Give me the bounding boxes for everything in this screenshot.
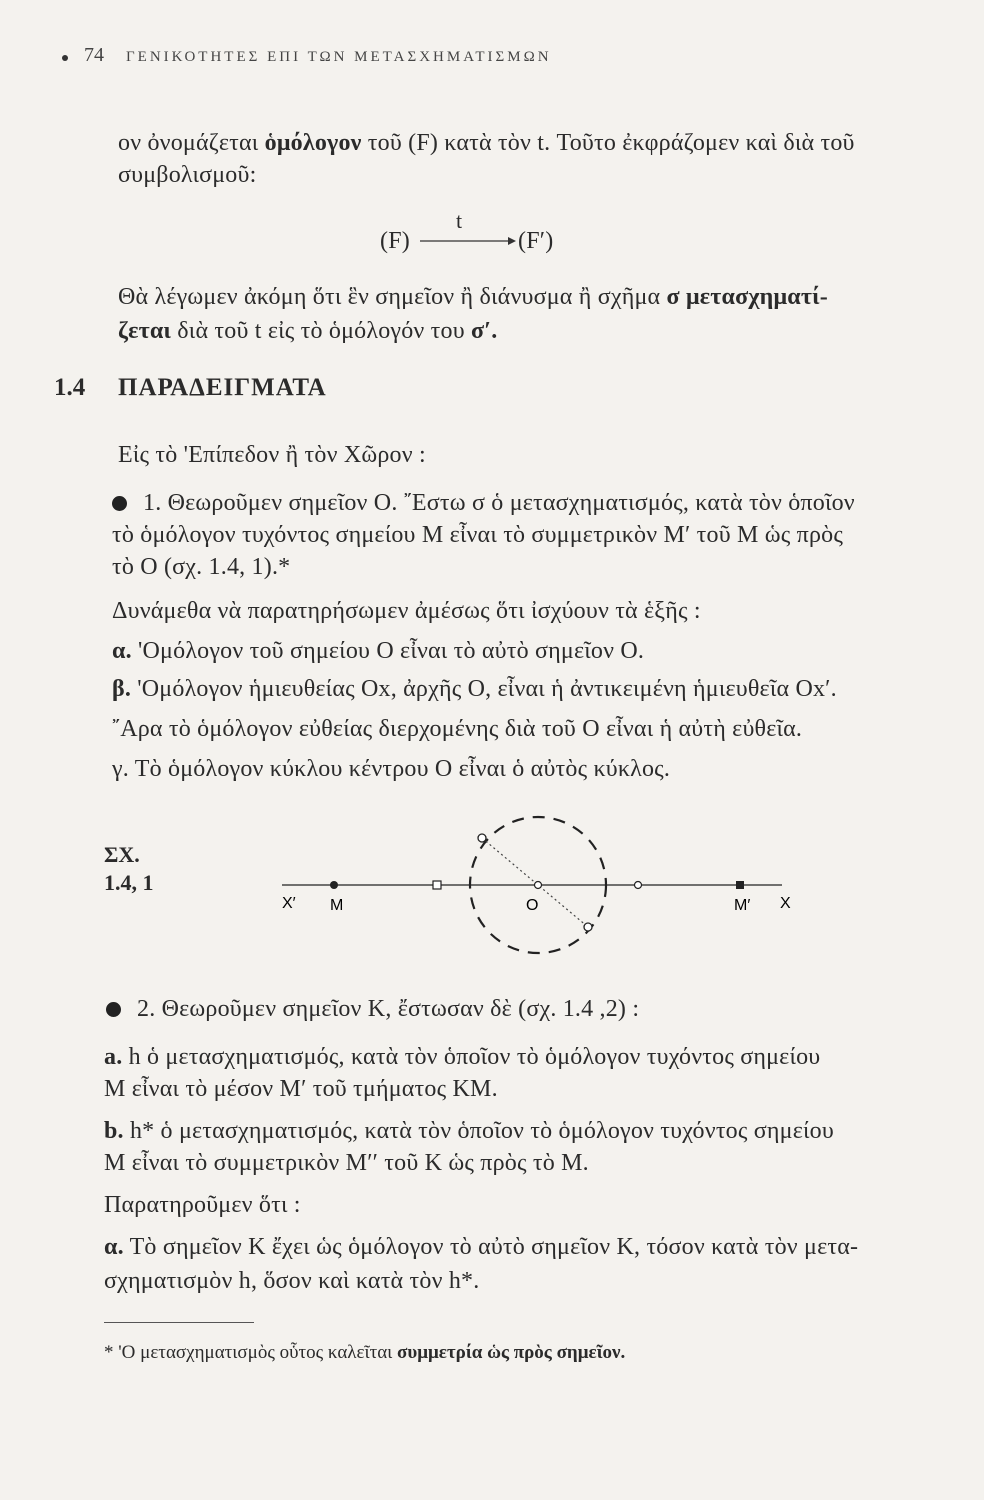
item-therefore [112,712,802,746]
footnote-rule [104,1322,254,1323]
item-marker: α. [112,638,132,664]
point-o [535,882,542,889]
intro-line-2: συμβολισμοῦ: [118,162,257,188]
item-beta [112,672,837,706]
term-homologous: ὁμόλογον [264,130,362,156]
bullet-dot-icon [62,55,68,61]
label-m: M [330,897,344,914]
point-right-intersection [635,882,642,889]
item-gamma [112,752,670,786]
final-line-2: σχηματισμὸν h, ὅσον καὶ κατὰ τὸν h*. [104,1268,480,1294]
item-text: ῎Αρα τὸ ὁμόλογον εὐθείας διερχομένης διὰ τοῦ Ο εἶναι ἡ αὐτὴ εὐθεῖα. [112,716,803,742]
intro-text: ον ὀνομάζεται [118,130,265,156]
figure-symmetry-diagram [260,810,800,960]
para2-line-1 [118,280,828,314]
example-2-a-line-1 [104,1040,820,1074]
bullet-dot-icon [106,1002,121,1017]
example-2-intro [106,992,639,1026]
example-2-a-line-2: Μ εἶναι τὸ μέσον Μ′ τοῦ τμήματος ΚΜ. [104,1076,498,1102]
note-intro: Παρατηροῦμεν ὅτι : [104,1192,301,1218]
mapping-formula [380,208,580,262]
item-text: h* ὁ μετασχηματισμός, κατὰ τὸν ὁποῖον τὸ ὁμόλογον τυχόντος σημείου [123,1118,834,1144]
figure-label-2: 1.4, 1 [104,870,154,895]
arrow-right-icon [420,234,516,248]
item-marker: β. [112,676,132,702]
item-marker: α. [104,1234,124,1260]
section-title [118,374,327,402]
term-transformed: σ μετασχηματί- [666,284,828,310]
example-2-b-line-2: Μ εἶναι τὸ συμμετρικὸν Μ′′ τοῦ Κ ὡς πρὸς τὸ Μ. [104,1150,589,1176]
item-marker: γ. [112,756,130,782]
example-1-line-3: τὸ Ο (σχ. 1.4, 1).* [112,554,291,580]
section-number-text: 1.4 [54,374,86,401]
item-text: Τὸ ὁμόλογον κύκλου κέντρου Ο εἶναι ὁ αὐτὸς κύκλος. [129,756,671,782]
term-transformed-cont: ζεται [118,318,172,344]
label-x: X [780,895,791,912]
formula-left: (F) [380,228,410,254]
example-2-b-line-1 [104,1114,834,1148]
example-2-text: 2. Θεωροῦμεν σημεῖον Κ, ἔστωσαν δὲ (σχ. 1.4 ,2) : [137,996,640,1022]
item-alpha [112,634,644,668]
intro-line-1 [118,126,855,160]
item-text: 'Ομόλογον τοῦ σημείου Ο εἶναι τὸ αὐτὸ σημεῖον Ο. [131,638,645,664]
page-number: 74 [84,44,104,66]
point-left-intersection [433,881,441,889]
footnote-term: συμμετρία ὡς πρὸς σημεῖον. [397,1342,626,1363]
label-o: O [526,897,539,914]
example-1-text: 1. Θεωροῦμεν σημεῖον Ο. ῎Εστω σ ὁ μετασχηματισμός, κατὰ τὸν ὁποῖον [143,490,855,516]
item-text: 'Ομόλογον ἡμιευθείας Οx, ἀρχῆς Ο, εἶναι ἡ ἀντικειμένη ἡμιευθεῖα Οx′. [131,676,837,702]
label-x-prime: X′ [282,895,296,912]
running-head-title: ΓΕΝΙΚΟΤΗΤΕΣ ΕΠΙ ΤΩΝ ΜΕΤΑΣΧΗΜΑΤΙΣΜΩΝ [126,49,552,65]
running-head [62,44,552,67]
para2-text-cont: διὰ τοῦ t εἰς τὸ ὁμόλογόν του [171,318,471,344]
final-line-1 [104,1230,858,1264]
formula-label: t [456,208,463,233]
point-m [330,881,338,889]
observe-line: Δυνάμεθα νὰ παρατηρήσωμεν ἀμέσως ὅτι ἰσχύουν τὰ ἑξῆς : [112,598,701,624]
item-text: h ὁ μετασχηματισμός, κατὰ τὸν ὁποῖον τὸ ὁμόλογον τυχόντος σημείου [122,1044,821,1070]
item-text: Τὸ σημεῖον Κ ἔχει ὡς ὁμόλογον τὸ αὐτὸ σημεῖον Κ, τόσον κατὰ τὸν μετα- [123,1234,859,1260]
example-1-line-2: τὸ ὁμόλογον τυχόντος σημείου Μ εἶναι τὸ συμμετρικὸν Μ′ τοῦ Μ ὡς πρὸς [112,522,844,548]
section-number [54,374,85,402]
footnote [104,1342,625,1364]
figure-label-1: ΣΧ. [104,842,140,867]
bullet-dot-icon [112,496,127,511]
space-line: Εἰς τὸ 'Επίπεδον ἢ τὸν Χῶρον : [118,442,426,468]
section-title-text: ΠΑΡΑΔΕΙΓΜΑΤΑ [118,374,327,401]
intro-text-cont: τοῦ (F) κατὰ τὸν t. Τοῦτο ἐκφράζομεν καὶ διὰ τοῦ [361,130,855,156]
label-m-prime: M′ [734,897,751,914]
item-marker: a. [104,1044,123,1070]
point-on-circle-bottom [584,923,592,931]
sigma-prime: σ′. [471,318,498,344]
example-1-line-1 [112,486,855,520]
point-on-circle-top [478,834,486,842]
formula-right: (F′) [518,228,554,254]
footnote-text: * 'Ο μετασχηματισμὸς οὗτος καλεῖται [104,1342,398,1363]
point-m-prime [736,881,744,889]
para2-text: Θὰ λέγωμεν ἀκόμη ὅτι ἓν σημεῖον ἢ διάνυσμα ἢ σχῆμα [118,284,667,310]
item-marker: b. [104,1118,124,1144]
para2-line-2 [118,314,497,348]
